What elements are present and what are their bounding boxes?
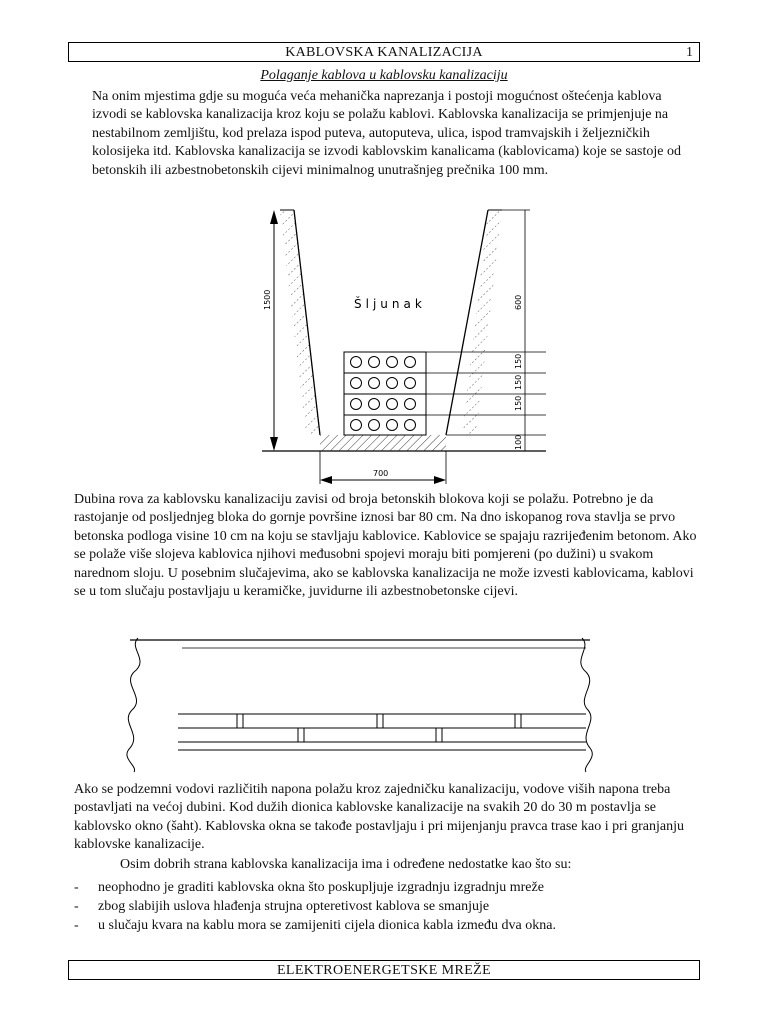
drawbacks-list xyxy=(74,878,714,935)
cable-duct-longitudinal-diagram xyxy=(120,630,600,775)
list-item xyxy=(74,916,714,935)
depth-paragraph: Dubina rova za kablovsku kanalizaciju zavisi od broja betonskih blokova koji se polažu. Potrebno je da rastojanje od posljednjeg bloka do gornje površine iznosi bar 80 cm. Na dno iskopanog rova stavlja se prvo betonska podloga visine 10 cm na koju se stavljaju kablovice. Kablovice se spajaju razrijeđenim betonom. Ako se polaže više slojeva kablovica njihovi međusobni spojevi moraju biti pomjereni (po dužini) u svakom narednom sloju. U posebnim slučajevima, ako se kablovska kanalizacija ne može izvesti kablovicama, kablovi se u tom slučaju postavljaju u keramičke, juvidurne ili azbestnobetonske cijevi. xyxy=(74,492,697,600)
dim-block-1: 150 xyxy=(514,353,523,369)
header-title: KABLOVSKA KANALIZACIJA xyxy=(285,45,483,60)
page-header xyxy=(68,42,700,62)
fill-material-label: Šljunak xyxy=(354,297,426,311)
upper-layer-joints xyxy=(237,714,521,728)
list-item-text: u slučaju kvara na kablu mora se zamijeniti cijela dionica kabla između dva okna. xyxy=(98,918,556,933)
list-item xyxy=(74,897,714,916)
voltage-paragraph: Ako se podzemni vodovi različitih napona polažu kroz zajedničku kanalizaciju, vodove viših napona treba postavljati na većoj dubini. Kod dužih dionica kablovske kanalizacije na svakih 20 do 30 m postavlja se kablovsko okno (šaht). Kablovska okna se takođe postavljaju i pri mijenjanju pravca trase kao i pri granjanju kablovske kanalizacije. xyxy=(74,782,685,853)
concrete-base xyxy=(320,435,446,451)
trench-cross-section-diagram xyxy=(250,200,560,490)
left-break-line xyxy=(127,638,140,772)
bullet-marker: - xyxy=(74,899,79,914)
bullet-marker: - xyxy=(74,880,79,895)
drawbacks-intro: Osim dobrih strana kablovska kanalizacija ima i određene nedostatke kao što su: xyxy=(120,857,572,872)
footer-title: ELEKTROENERGETSKE MREŽE xyxy=(276,963,492,978)
page-footer xyxy=(68,960,700,980)
dim-top-cover: 600 xyxy=(514,294,523,310)
right-break-line xyxy=(581,638,592,772)
left-wall-hatching xyxy=(280,210,320,435)
dim-base: 100 xyxy=(514,434,523,450)
list-item-text: neophodno je graditi kablovska okna što poskupljuje izgradnju izgradnju mreže xyxy=(98,880,544,895)
page-number: 1 xyxy=(686,45,693,60)
dim-block-2: 150 xyxy=(514,374,523,390)
dim-total-depth: 1500 xyxy=(263,289,272,310)
bullet-marker: - xyxy=(74,918,79,933)
intro-paragraph: Na onim mjestima gdje su moguća veća mehanička naprezanja i postoji mogućnost oštećenja kablova izvodi se kablovska kanalizacija kroz koju se polažu kablovi. Kablovska kanalizacija se primjenjuje na nestabilnom zemljištu, kod prelaza ispod puteva, autoputeva, ulica, ispod tramvajskih i željezničkih kolosijeka itd. Kablovska kanalizacija se izvodi kablovskim kanalicama (kablovicama) koje se sastoje od betonskih ili azbestnobetonskih cijevi minimalnog unutrašnjeg prečnika 100 mm. xyxy=(92,89,681,178)
lower-layer-joints xyxy=(298,728,442,742)
dim-block-3: 150 xyxy=(514,395,523,411)
list-item xyxy=(74,878,714,897)
list-item-text: zbog slabijih uslova hlađenja strujna opteretivost kablova se smanjuje xyxy=(98,899,490,914)
section-subtitle: Polaganje kablova u kablovsku kanalizaciju xyxy=(260,68,508,83)
dim-width: 700 xyxy=(373,469,389,478)
